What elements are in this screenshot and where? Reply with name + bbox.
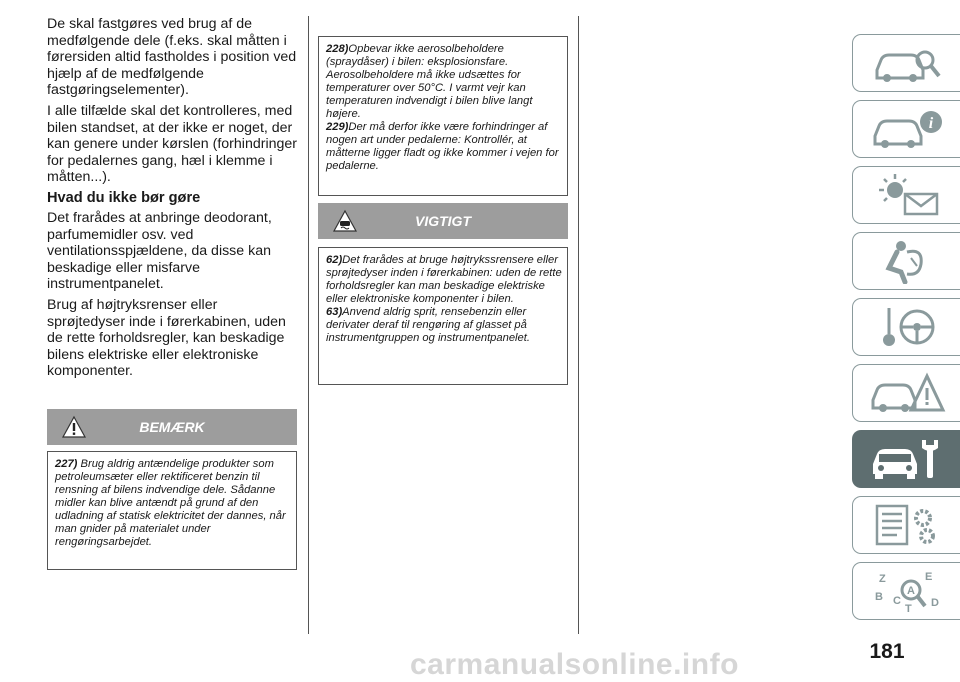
tab-knowing-your-car[interactable] — [852, 34, 960, 92]
important-item — [326, 254, 562, 306]
important-item-text: Det frarådes at bruge højtrykssrensere eller sprøjtedyser inden i førerkabinen: uden de rette forholdsregler kan man beskadige elektriske eller elektroniske komponenter i bilen. — [326, 254, 562, 305]
warning-light-envelope-icon — [867, 172, 947, 218]
spec-sheet-gear-icon — [867, 502, 947, 548]
important-box — [318, 247, 568, 385]
tab-starting-driving[interactable] — [852, 298, 960, 356]
paragraph-check: I alle tilfælde skal det kontrolleres, med bilen standset, at der ikke er noget, der kan genere under kørslen (forhindringer for pedalernes gang, hæl i klemme i måtten...). — [47, 102, 297, 186]
svg-text:A: A — [906, 585, 915, 597]
note-item-number: 227) — [55, 458, 78, 470]
column-divider-2 — [578, 16, 579, 634]
warning-item — [326, 121, 562, 173]
important-item — [326, 306, 562, 345]
watermark: carmanualsonline.info — [410, 648, 739, 681]
paragraph-pressure-washer: Brug af højtryksrenser eller sprøjtedyser inde i førerkabinen, uden de rette forholdsregler, kan beskadige bilens elektriske eller elektroniske komponenter. — [47, 296, 286, 380]
note-header-label: BEMÆRK — [139, 419, 205, 435]
car-info-icon — [867, 106, 947, 152]
alphabet-index-magnifier-icon — [867, 568, 947, 614]
car-wrench-icon — [867, 436, 947, 482]
airbag-person-icon — [867, 238, 947, 284]
tab-warning-lights[interactable] — [852, 166, 960, 224]
tab-safety[interactable] — [852, 232, 960, 290]
page-number: 181 — [869, 640, 905, 663]
note-header — [47, 409, 297, 445]
car-skid-icon — [332, 209, 358, 233]
svg-text:T: T — [904, 603, 912, 614]
tab-in-an-emergency[interactable] — [852, 364, 960, 422]
tab-technical-specifications[interactable] — [852, 496, 960, 554]
car-warning-triangle-icon — [867, 370, 947, 416]
warning-item-text: Der må derfor ikke være forhindringer af nogen art under pedalerne: Kontrollér, at måtterne ligger fladt og ikke kommer i vejen for pedalerne. — [326, 121, 559, 172]
warning-item-text: Opbevar ikke aerosolbeholdere (spraydåser) i bilen: eksplosionsfare. Aerosolbeholdere må ikke udsættes for temperaturer over 50°C. I varmt vejr kan temperaturen indvendigt i bilen blive langt højere. — [326, 43, 533, 120]
paragraph-mats: De skal fastgøres ved brug af de medfølgende dele (f.eks. skal måtten i førersiden altid fastholdes i position ved hjælp af de medfølgende fastgøringselementer). — [47, 16, 297, 99]
important-header-label: VIGTIGT — [415, 213, 471, 229]
note-item — [55, 458, 291, 549]
left-column — [47, 16, 297, 384]
svg-text:D: D — [930, 597, 939, 609]
warning-item-number: 228) — [326, 43, 349, 55]
tab-index[interactable] — [852, 562, 960, 620]
svg-text:B: B — [874, 591, 883, 603]
tab-car-information[interactable] — [852, 100, 960, 158]
svg-text:E: E — [924, 571, 932, 583]
note-item-text: Brug aldrig antændelige produkter som petroleumsæter eller rektificeret benzin til rensning af bilens indvendige dele. Sådanne midler kan blive antændt på grund af den udladning af statisk elektricitet der dannes, når man gnider på materialet under rengøringsarbejdet. — [55, 458, 286, 548]
svg-text:Z: Z — [878, 573, 886, 585]
important-header — [318, 203, 568, 239]
svg-text:i: i — [928, 115, 933, 132]
car-magnifier-icon — [867, 40, 947, 86]
important-item-number: 63) — [326, 306, 343, 318]
warning-item — [326, 43, 562, 121]
important-item-number: 62) — [326, 254, 343, 266]
key-steering-wheel-icon — [867, 304, 947, 350]
tab-servicing-and-care[interactable] — [852, 430, 960, 488]
svg-text:C: C — [892, 595, 901, 607]
important-item-text: Anvend aldrig sprit, rensebenzin eller derivater deraf til rengøring af glasset på instrumentgruppen og instrumentpanelet. — [326, 306, 530, 344]
column-divider-1 — [308, 16, 309, 634]
paragraph-deodorant: Det frarådes at anbringe deodorant, parfumemidler osv. ved ventilationsspjældene, da disse kan beskadige eller misfarve instrumentpanelet. — [47, 209, 272, 293]
warning-triangle-icon — [61, 415, 87, 439]
note-box — [47, 451, 297, 570]
section-heading: Hvad du ikke bør gøre — [47, 189, 201, 206]
warning-continuation-box — [318, 36, 568, 196]
warning-item-number: 229) — [326, 121, 349, 133]
